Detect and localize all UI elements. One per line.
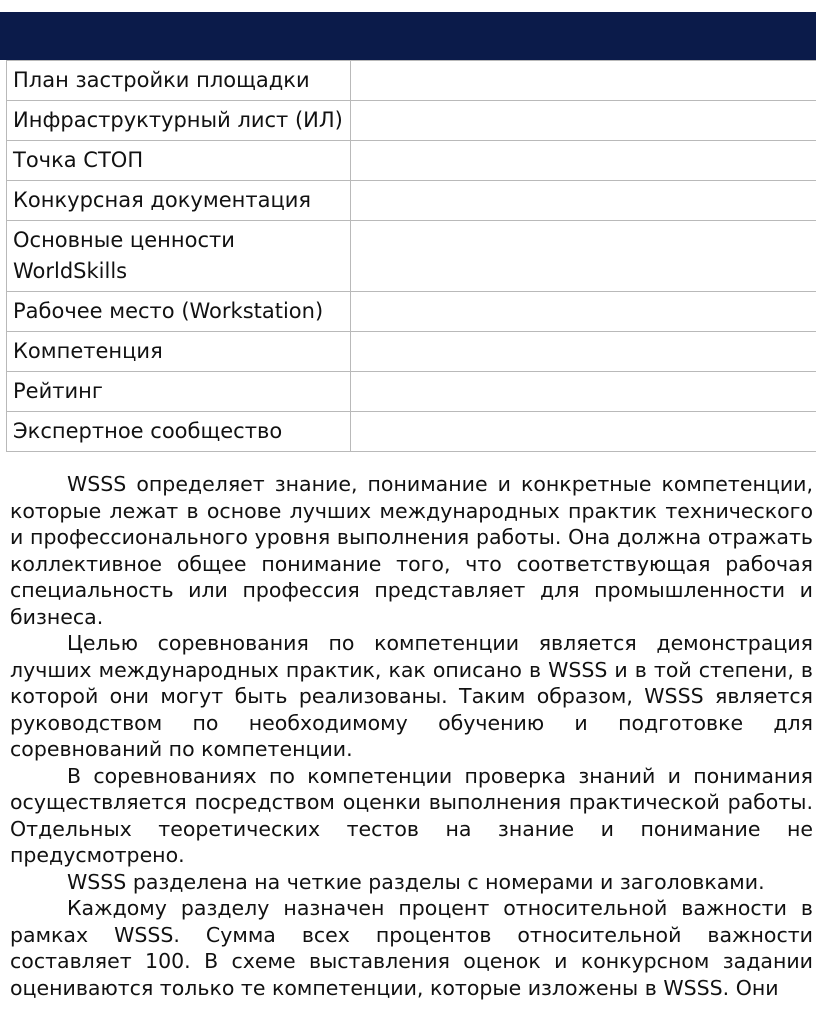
table-row (7, 292, 816, 332)
table-row (7, 221, 816, 292)
table-row (7, 61, 816, 101)
paragraph: Целью соревнования по компетенции является демонстрация лучших международных практик, как описано в WSSS и в той степени, в которой они могут быть реализованы. Таким образом, WSSS является руководством по необходимому обучению и подготовке для соревнований по компетенции. (10, 631, 813, 761)
body-text (10, 471, 813, 1001)
term-cell: Инфраструктурный лист (ИЛ) (7, 101, 351, 141)
header-bar (0, 12, 816, 60)
term-cell: План застройки площадки (7, 61, 351, 101)
definition-cell (351, 221, 816, 292)
definition-cell (351, 101, 816, 141)
definition-cell (351, 372, 816, 412)
table-row (7, 412, 816, 452)
definition-cell (351, 181, 816, 221)
definition-cell (351, 61, 816, 101)
term-cell: Основные ценности WorldSkills (7, 221, 351, 292)
term-cell: Рейтинг (7, 372, 351, 412)
glossary-table (6, 60, 816, 452)
term-cell: Экспертное сообщество (7, 412, 351, 452)
term-cell: Точка СТОП (7, 141, 351, 181)
paragraph: WSSS разделена на четкие разделы с номерами и заголовками. (67, 869, 765, 894)
definition-cell (351, 141, 816, 181)
definition-cell (351, 332, 816, 372)
paragraph: WSSS определяет знание, понимание и конкретные компетенции, которые лежат в основе лучших международных практик технического и профессионального уровня выполнения работы. Она должна отражать коллективное общее понимание того, что соответствующая рабочая специальность или профессия представляет для промышленности и бизнеса. (10, 472, 813, 629)
table-row (7, 332, 816, 372)
definition-cell (351, 412, 816, 452)
term-cell: Компетенция (7, 332, 351, 372)
table-row (7, 181, 816, 221)
paragraph: Каждому разделу назначен процент относительной важности в рамках WSSS. Сумма всех процентов относительной важности составляет 100. В схеме выставления оценок и конкурсном задании оцениваются только те компетенции, которые изложены в WSSS. Они (10, 896, 813, 1000)
table-row (7, 141, 816, 181)
paragraph: В соревнованиях по компетенции проверка знаний и понимания осуществляется посредством оценки выполнения практической работы. Отдельных теоретических тестов на знание и понимание не предусмотрено. (10, 763, 813, 867)
table-row (7, 372, 816, 412)
term-cell: Конкурсная документация (7, 181, 351, 221)
term-cell: Рабочее место (Workstation) (7, 292, 351, 332)
definition-cell (351, 292, 816, 332)
table-row (7, 101, 816, 141)
